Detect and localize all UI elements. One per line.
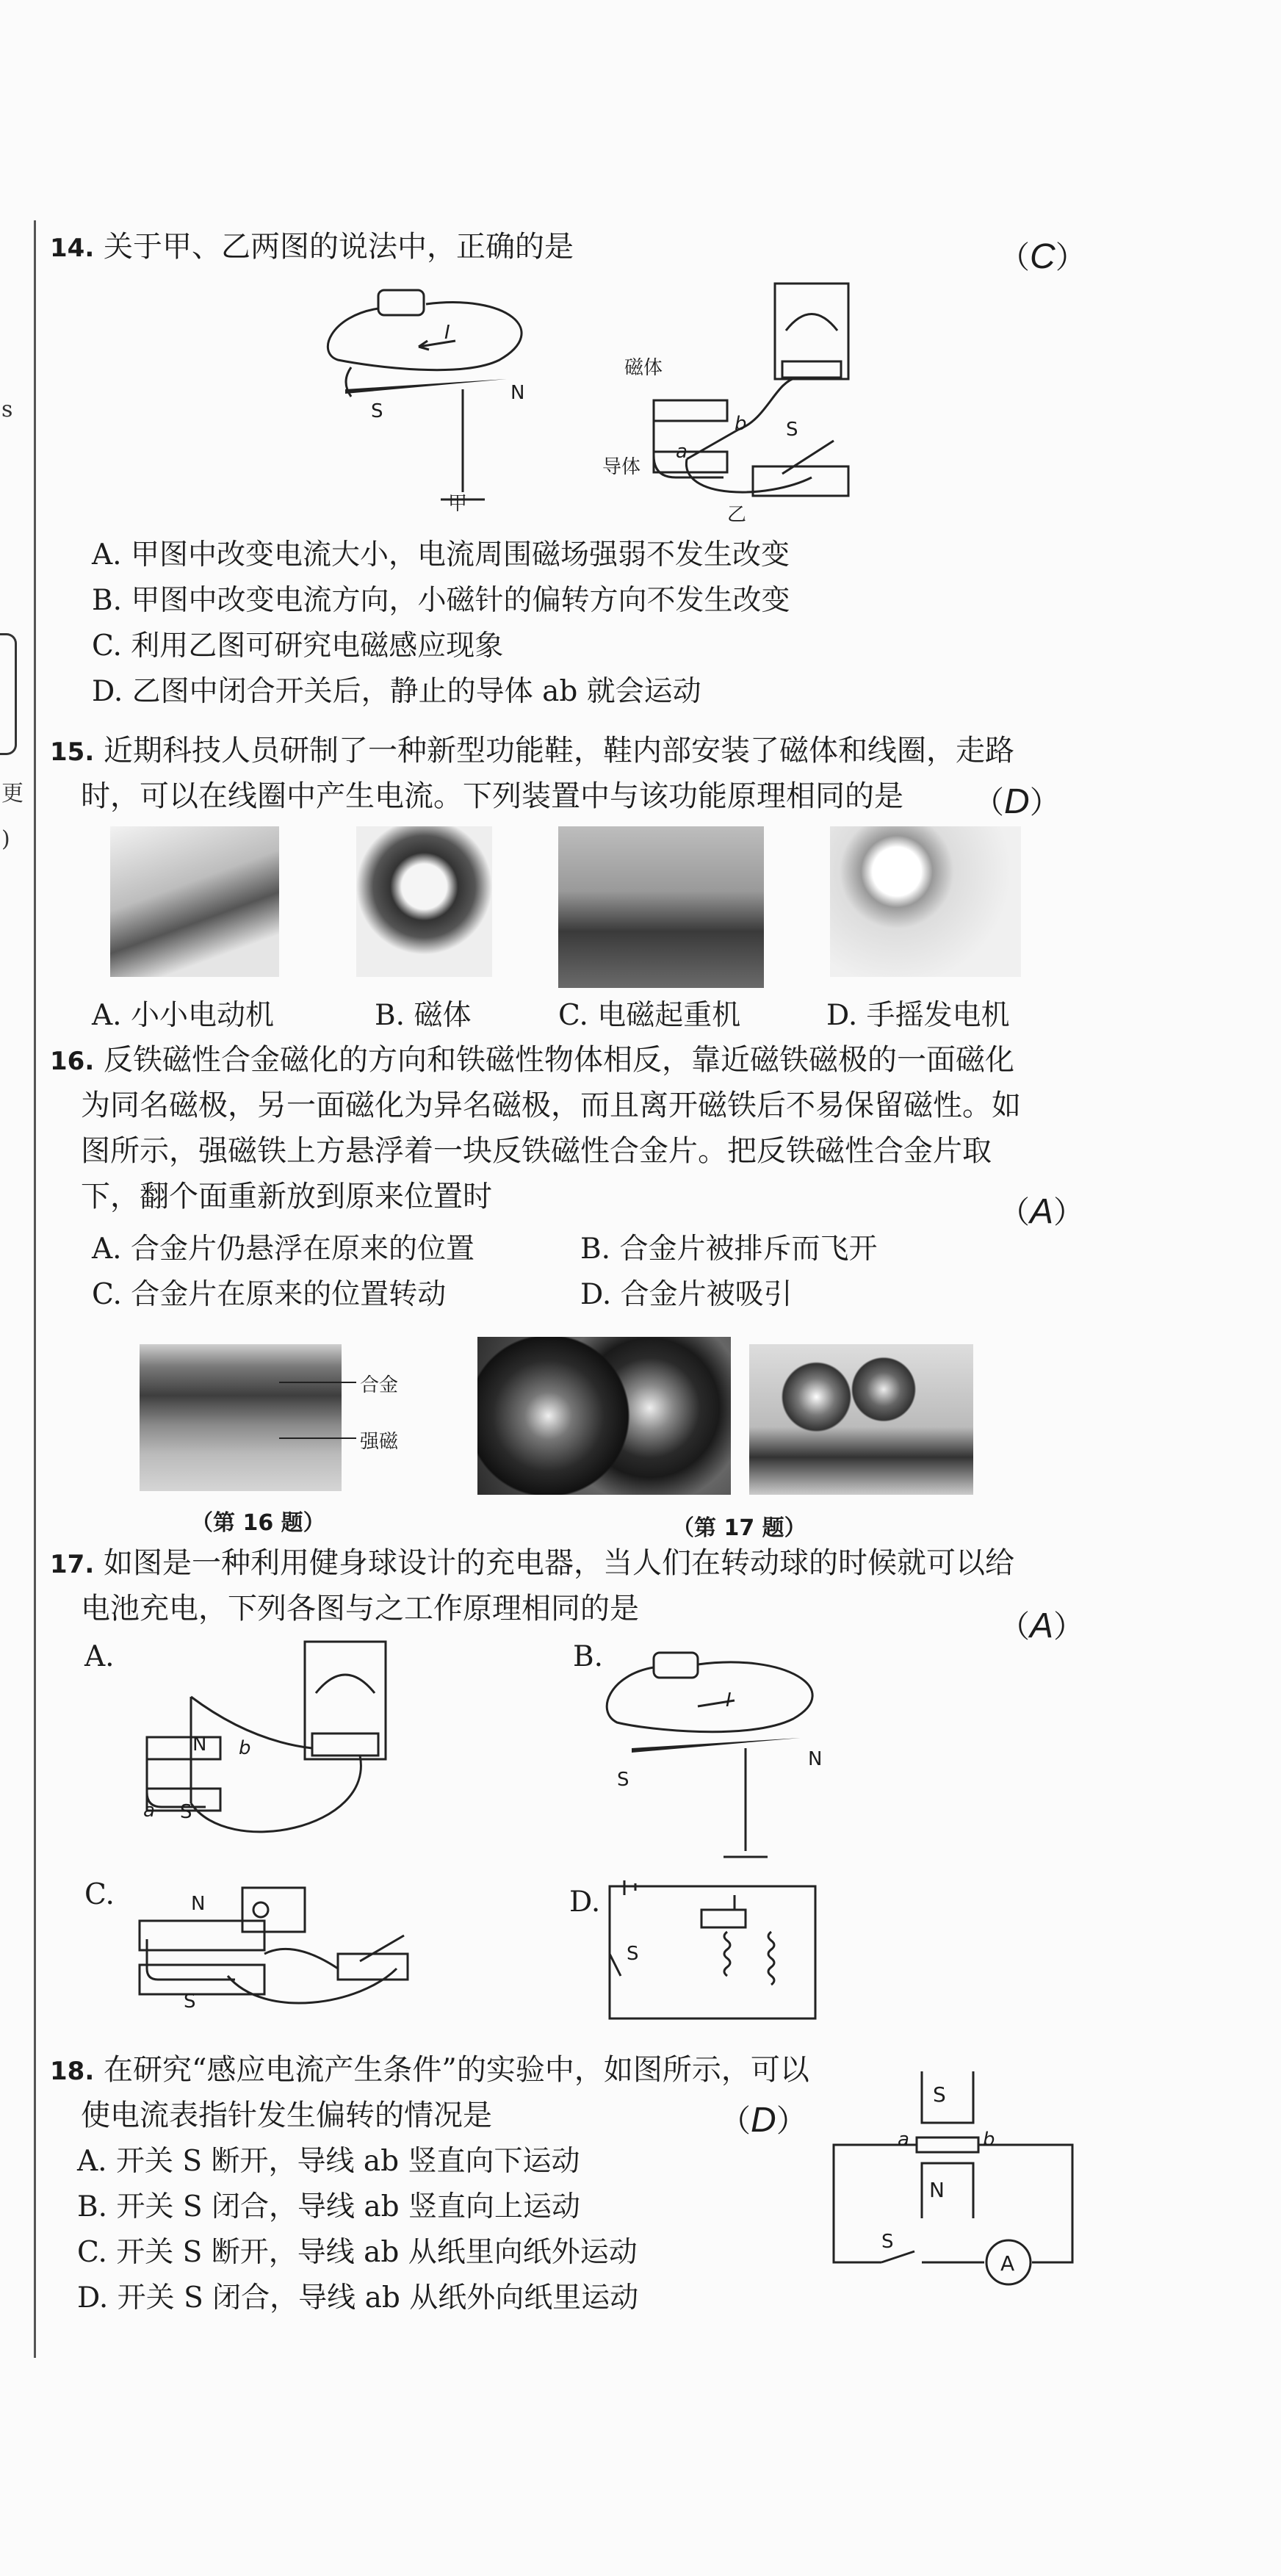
q18-stem [50, 2049, 809, 2092]
coil-icon [724, 1932, 730, 1976]
q17-stem [50, 1543, 1014, 1585]
q16-answer-open: （ [999, 1194, 1031, 1230]
q16-option-a: A. 合金片仍悬浮在原来的位置 [92, 1233, 474, 1266]
galvanometer-scale-icon [316, 1675, 375, 1693]
q18-option-c: C. 开关 S 断开，导线 ab 从纸里向纸外运动 [77, 2236, 638, 2269]
q17-stem-line1: 如图是一种利用健身球设计的充电器，当人们在转动球的时候就可以给 [103, 1546, 1014, 1580]
q17a-label-b: b [239, 1737, 251, 1759]
q17-stem-line2: 电池充电，下列各图与之工作原理相同的是 [81, 1592, 639, 1626]
q17-photo-charger [749, 1344, 973, 1495]
q17a-label-N: N [192, 1733, 207, 1756]
q17-number: 17. [50, 1550, 95, 1579]
galvanometer-terminals [782, 361, 841, 378]
fig-label-switch: S [786, 419, 798, 441]
galvanometer-scale-icon [786, 314, 837, 331]
q17a-label-S: S [180, 1801, 192, 1823]
q15-answer-close: ） [1029, 784, 1061, 820]
q15-photo-generator [830, 826, 1021, 977]
q15-number: 15. [50, 737, 95, 767]
q16-answer-close: ） [1053, 1194, 1085, 1230]
q15-stem-line2: 时，可以在线圈中产生电流。下列装置中与该功能原理相同的是 [81, 779, 903, 813]
q16-option-d: D. 合金片被吸引 [580, 1278, 793, 1311]
q17-option-c-label: C. [84, 1878, 115, 1911]
q17-option-a-label: A. [84, 1640, 115, 1673]
q15-answer-letter: D [1004, 782, 1030, 821]
wire-loop [328, 303, 522, 370]
q15-stem-line1: 近期科技人员研制了一种新型功能鞋，鞋内部安装了磁体和线圈，走路 [103, 734, 1014, 768]
galvanometer-terminals [312, 1733, 378, 1756]
q17-answer-letter: A [1030, 1606, 1054, 1645]
q14-answer-close: ） [1055, 239, 1086, 275]
q17a-label-a: a [143, 1800, 155, 1822]
switch-icon [610, 1954, 621, 1976]
page-margin-line [34, 220, 36, 2358]
q18-label-N: N [929, 2178, 945, 2202]
q15-photo-motor [110, 826, 279, 977]
wire-1 [264, 1949, 338, 1969]
q18-label-S: S [933, 2082, 946, 2107]
wire-right [978, 2145, 1072, 2262]
q15-option-a: A. 小小电动机 [92, 999, 274, 1032]
q18-stem-line2: 使电流表指针发生偏转的情况是 [81, 2099, 492, 2132]
q14-number: 14. [50, 234, 95, 263]
q15-option-b: B. 磁体 [375, 999, 472, 1032]
circuit-loop [610, 1886, 815, 2018]
q15-photo-magnet [356, 826, 492, 977]
wire-left [834, 2145, 917, 2262]
q18-number: 18. [50, 2057, 95, 2086]
q17d-label-S: S [627, 1943, 639, 1965]
q18-answer-close: ） [776, 2103, 807, 2139]
q17-caption: （第 17 题） [672, 1515, 807, 1541]
fig-label-N: N [510, 382, 525, 404]
q14-option-d: D. 乙图中闭合开关后，静止的导体 ab 就会运动 [92, 675, 701, 708]
magnet-pole-n [147, 1737, 220, 1759]
q18-option-a: A. 开关 S 断开，导线 ab 竖直向下运动 [77, 2145, 580, 2178]
fig-label-a: a [676, 441, 688, 463]
q16-label-alloy: 合金 [360, 1374, 399, 1396]
q18-label-a: a [898, 2129, 909, 2151]
q16-stem-line2: 为同名磁极，另一面磁化为异名磁极，而且离开磁铁后不易保留磁性。如 [81, 1089, 1021, 1122]
q16-option-b: B. 合金片被排斥而飞开 [580, 1233, 878, 1266]
q17b-label-S: S [617, 1769, 629, 1791]
q18-figure [830, 2071, 1080, 2292]
q18-label-ammeter: A [1000, 2251, 1015, 2276]
q16-stem [50, 1039, 1014, 1082]
magnet-pole-bottom [654, 452, 727, 472]
q16-caption: （第 16 题） [191, 1510, 325, 1536]
q14-answer-letter: C [1030, 237, 1056, 276]
wire-2 [191, 1756, 361, 1832]
fig-caption-yi: 乙 [727, 504, 747, 526]
wire-2 [686, 459, 812, 492]
q16-label-magnet: 强磁 [360, 1431, 399, 1453]
q14-stem-text: 关于甲、乙两图的说法中，正确的是 [103, 230, 574, 264]
fig-label-I: I [444, 322, 450, 344]
wire-2 [228, 1969, 397, 2003]
q17-answer-close: ） [1053, 1609, 1085, 1645]
q16-answer-letter: A [1030, 1192, 1054, 1231]
rheostat-icon [701, 1910, 746, 1927]
switch-lever [782, 441, 834, 474]
magnet-pole-top [654, 400, 727, 421]
q18-answer-letter: D [751, 2101, 776, 2140]
q14-option-c: C. 利用乙图可研究电磁感应现象 [92, 629, 504, 663]
q17-option-d-label: D. [569, 1886, 601, 1919]
q16-option-c: C. 合金片在原来的位置转动 [92, 1278, 447, 1311]
magnet-pole-n [140, 1921, 264, 1950]
wire-loop [607, 1662, 812, 1732]
q17-figure-c [118, 1880, 455, 2005]
fig-label-magnet: 磁体 [624, 357, 663, 379]
q15-stem [50, 730, 1014, 773]
battery-icon [654, 1653, 698, 1678]
q15-answer-open: （ [973, 784, 1005, 820]
q17-option-b-label: B. [573, 1640, 604, 1673]
power-supply-icon [242, 1888, 305, 1932]
fig-label-S: S [371, 400, 383, 422]
galvanometer-icon [305, 1642, 386, 1759]
battery-icon [378, 290, 424, 315]
q17-answer [999, 1603, 1084, 1647]
edge-fragment-1: s [1, 397, 13, 422]
q18-option-d: D. 开关 S 闭合，导线 ab 从纸外向纸里运动 [77, 2281, 639, 2315]
coil-icon [768, 1932, 774, 1985]
q14-stem [50, 226, 574, 269]
q17b-label-N: N [808, 1748, 823, 1770]
q18-answer-open: （ [720, 2103, 751, 2139]
q17c-label-S: S [184, 1991, 196, 2013]
q14-option-b: B. 甲图中改变电流方向，小磁针的偏转方向不发生改变 [92, 584, 790, 617]
q16-answer [999, 1188, 1084, 1233]
switch-icon [338, 1954, 408, 1980]
q16-stem-line1: 反铁磁性合金磁化的方向和铁磁性物体相反，靠近磁铁磁极的一面磁化 [103, 1043, 1014, 1077]
q17b-label-I: I [726, 1689, 732, 1711]
wire-1 [191, 1697, 312, 1748]
galvanometer-icon [775, 284, 848, 379]
q18-stem-line1: 在研究“感应电流产生条件”的实验中，如图所示，可以 [103, 2053, 809, 2087]
q17-figure-a [118, 1638, 448, 1836]
switch-icon [881, 2251, 914, 2262]
conductor-ab [687, 430, 738, 459]
q17-photo-ball-hand [477, 1337, 731, 1495]
q14-figure-yi [621, 279, 856, 522]
q15-answer [973, 779, 1061, 823]
q14-answer-open: （ [999, 239, 1031, 275]
edge-fragment-2: 更 [1, 781, 24, 807]
compass-needle-icon [632, 1738, 801, 1753]
conductor-ab [917, 2137, 978, 2152]
q18-option-b: B. 开关 S 闭合，导线 ab 竖直向上运动 [77, 2190, 580, 2223]
q16-number: 16. [50, 1047, 95, 1076]
q15-option-d: D. 手摇发电机 [826, 999, 1010, 1032]
q16-stem-line3: 图所示，强磁铁上方悬浮着一块反铁磁性合金片。把反铁磁性合金片取 [81, 1134, 992, 1168]
compass-needle-icon [345, 379, 507, 394]
q14-answer [999, 234, 1086, 278]
q15-photo-crane [558, 826, 764, 988]
q14-option-a: A. 甲图中改变电流大小，电流周围磁场强弱不发生改变 [92, 538, 790, 571]
q17-figure-d [606, 1880, 826, 2027]
q18-label-b: b [983, 2129, 995, 2151]
edge-fragment-3: ) [1, 826, 10, 852]
edge-box-fragment [0, 633, 17, 755]
q18-answer [720, 2097, 807, 2141]
q15-option-c: C. 电磁起重机 [558, 999, 741, 1032]
q18-label-switch: S [881, 2231, 894, 2253]
q16-stem-line4: 下，翻个面重新放到原来位置时 [81, 1180, 492, 1213]
magnet-pole-s [922, 2071, 973, 2123]
fig-label-b: b [735, 413, 747, 435]
u-magnet-icon [147, 1939, 235, 1980]
q17-answer-open: （ [999, 1609, 1031, 1645]
fig-caption-jia: 甲 [448, 493, 468, 515]
fig-label-conductor: 导体 [602, 456, 641, 478]
q17c-label-N: N [191, 1893, 206, 1915]
switch-lever [360, 1935, 404, 1961]
